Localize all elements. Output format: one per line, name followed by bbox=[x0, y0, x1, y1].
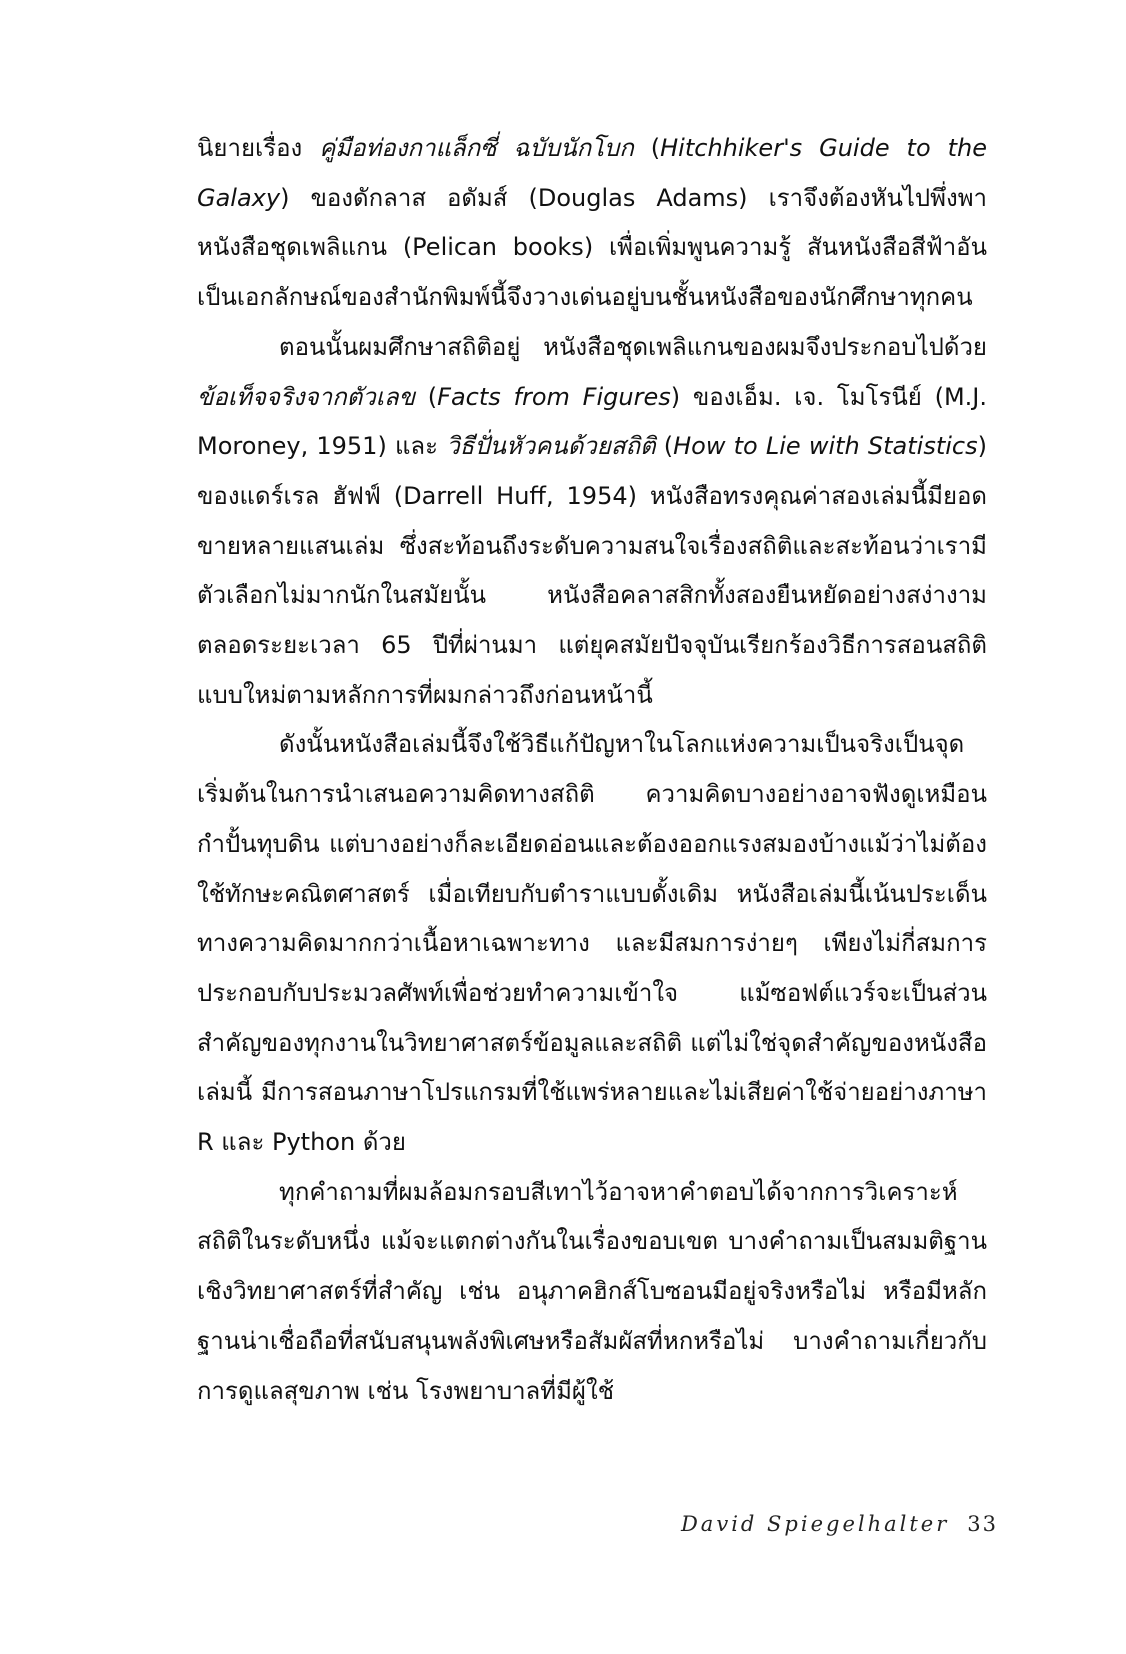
paragraph-text: ( bbox=[415, 382, 438, 411]
paragraph bbox=[197, 1168, 987, 1417]
italic-title-text: ข้อเท็จจริงจากตัวเลข bbox=[197, 382, 416, 411]
paragraph-text: ) ของแดร์เรล ฮัฟฟ์ (Darrell Huff, 1954) หนังสือทรงคุณค่าสองเล่มนี้มียอดขายหลายแสนเล่ม ซึ่งสะท้อนถึงระดับความสนใจเรื่องสถิติและสะท้อนว่าเรามีตัวเลือกไม่มากนักในสมัยนั้น หนังสือคลาสสิกทั้งสองยืนหยัดอย่างสง่างามตลอดระยะเวลา 65 ปีที่ผ่านมา แต่ยุคสมัยปัจจุบันเรียกร้องวิธีการสอนสถิติแบบใหม่ตามหลักการที่ผมกล่าวถึงก่อนหน้านี้ bbox=[197, 432, 987, 709]
paragraph bbox=[197, 720, 987, 1167]
paragraph-text: ) ของเอ็ม. เจ. โมโรนีย์ (M.J. Moroney, 1951) และ bbox=[197, 382, 987, 461]
italic-title-text: Facts from Figures bbox=[437, 382, 671, 411]
paragraph bbox=[197, 124, 987, 323]
italic-title-text: คู่มือท่องกาแล็กซี่ ฉบับนักโบก bbox=[319, 134, 634, 162]
paragraph-text: ดังนั้นหนังสือเล่มนี้จึงใช้วิธีแก้ปัญหาในโลกแห่งความเป็นจริงเป็นจุดเริ่มต้นในการนำเสนอความคิดทางสถิติ ความคิดบางอย่างอาจฟังดูเหมือนกำปั้นทุบดิน แต่บางอย่างก็ละเอียดอ่อนและต้องออกแรงสมองบ้างแม้ว่าไม่ต้องใช้ทักษะคณิตศาสตร์ เมื่อเทียบกับตำราแบบดั้งเดิม หนังสือเล่มนี้เน้นประเด็นทางความคิดมากกว่าเนื้อหาเฉพาะทาง และมีสมการง่ายๆ เพียงไม่กี่สมการ ประกอบกับประมวลศัพท์เพื่อช่วยทำความเข้าใจ แม้ซอฟต์แวร์จะเป็นส่วนสำคัญของทุกงานในวิทยาศาสตร์ข้อมูลและสถิติ แต่ไม่ใช่จุดสำคัญของหนังสือเล่มนี้ มีการสอนภาษาโปรแกรมที่ใช้แพร่หลายและไม่เสียค่าใช้จ่ายอย่างภาษา R และ Python ด้วย bbox=[197, 730, 987, 1157]
italic-title-text: How to Lie with Statistics bbox=[673, 432, 978, 461]
running-footer bbox=[681, 1512, 998, 1536]
paragraph-text: ( bbox=[633, 134, 661, 162]
paragraph bbox=[197, 323, 987, 721]
body-text bbox=[197, 124, 987, 1416]
italic-title-text: วิธีปั่นหัวคนด้วยสถิติ bbox=[446, 432, 656, 461]
paragraph-text: ทุกคำถามที่ผมล้อมกรอบสีเทาไว้อาจหาคำตอบได้จากการวิเคราะห์สถิติในระดับหนึ่ง แม้จะแตกต่างกันในเรื่องขอบเขต บางคำถามเป็นสมมติฐานเชิงวิทยาศาสตร์ที่สำคัญ เช่น อนุภาคฮิกส์โบซอนมีอยู่จริงหรือไม่ หรือมีหลักฐานน่าเชื่อถือที่สนับสนุนพลังพิเศษหรือสัมผัสที่หกหรือไม่ บางคำถามเกี่ยวกับการดูแลสุขภาพ เช่น โรงพยาบาลที่มีผู้ใช้ bbox=[197, 1177, 987, 1405]
footer-author: David Spiegelhalter bbox=[680, 1512, 950, 1536]
paragraph-text: ) ของดักลาส อดัมส์ (Douglas Adams) เราจึงต้องหันไปพึ่งพาหนังสือชุดเพลิแกน (Pelican books) เพื่อเพิ่มพูนความรู้ สันหนังสือสีฟ้าอันเป็นเอกลักษณ์ของสำนักพิมพ์นี้จึงวางเด่นอยู่บนชั้นหนังสือของนักศึกษาทุกคน bbox=[197, 183, 987, 312]
paragraph-text: นิยายเรื่อง bbox=[197, 134, 320, 162]
page-number: 33 bbox=[967, 1512, 998, 1536]
paragraph-text: ( bbox=[655, 432, 674, 461]
paragraph-text: ตอนนั้นผมศึกษาสถิติอยู่ หนังสือชุดเพลิแกนของผมจึงประกอบไปด้วย bbox=[279, 332, 987, 361]
italic-title-text: Hitchhiker's Guide to the Galaxy bbox=[197, 134, 987, 212]
